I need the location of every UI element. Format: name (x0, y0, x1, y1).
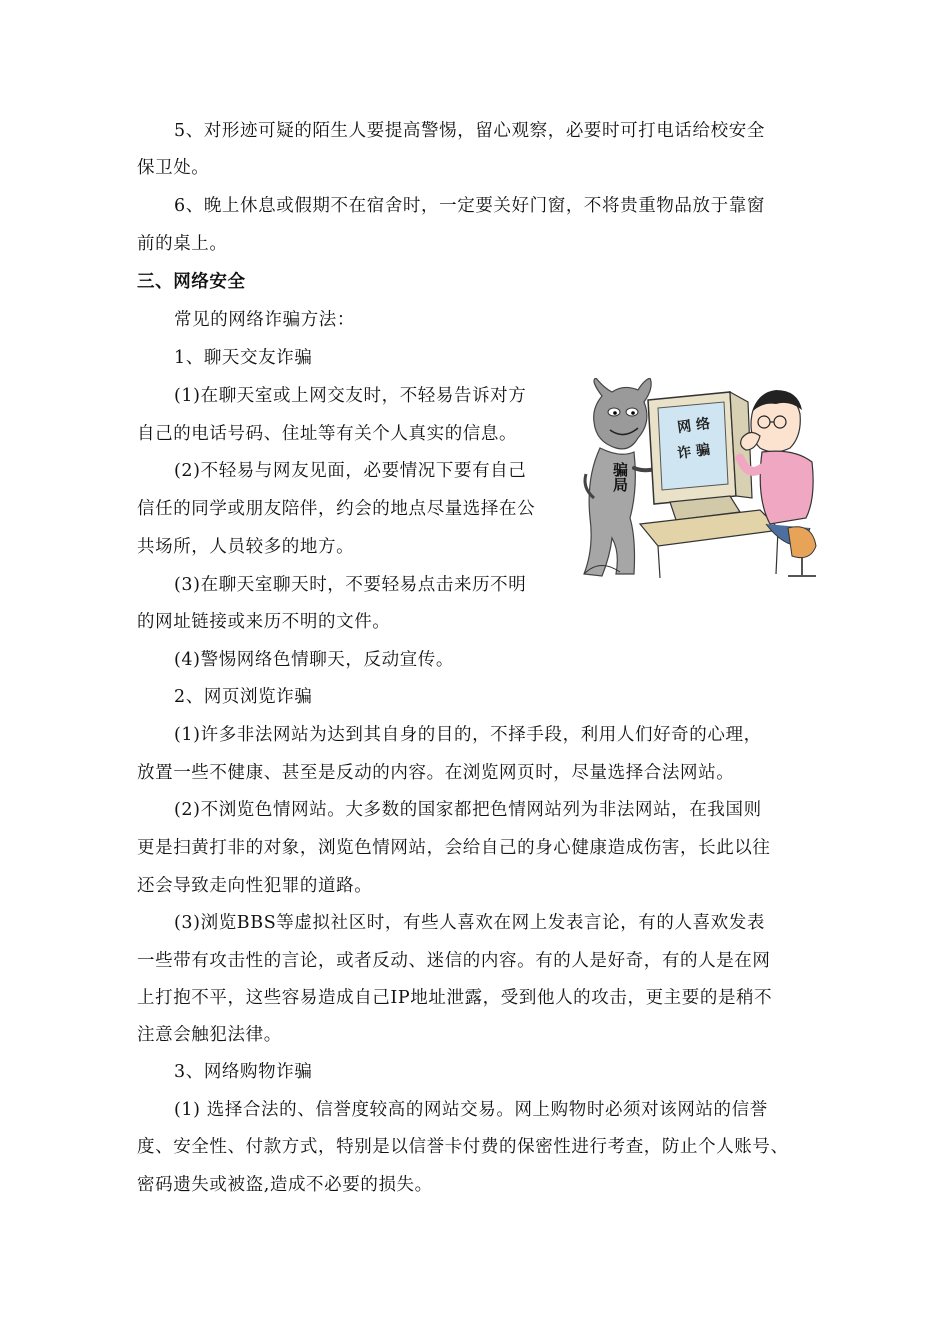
text-line: (1) 选择合法的、信誉度较高的网站交易。网上购物时必须对该网站的信誉 (174, 1100, 768, 1120)
text-line: (4)警惕网络色情聊天，反动宣传。 (174, 650, 454, 670)
text-line: 6、晚上休息或假期不在宿舍时，一定要关好门窗，不将贵重物品放于靠窗 (174, 196, 765, 216)
text-line: (1)许多非法网站为达到其自身的目的，不择手段，利用人们好奇的心理， (174, 725, 762, 745)
text-line: 3、网络购物诈骗 (174, 1062, 313, 1082)
text-line: 2、网页浏览诈骗 (174, 687, 313, 707)
text-line: 1、聊天交友诈骗 (174, 348, 313, 368)
illustration-caption: 骗局 (611, 462, 629, 492)
text-line: 5、对形迹可疑的陌生人要提高警惕，留心观察，必要时可打电话给校安全 (174, 121, 765, 141)
text-line: 自己的电话号码、住址等有关个人真实的信息。 (137, 424, 518, 444)
text-line: 注意会触犯法律。 (137, 1025, 282, 1045)
text-line: 还会导致走向性犯罪的道路。 (137, 876, 373, 896)
text-line: 上打抱不平，这些容易造成自己IP地址泄露，受到他人的攻击，更主要的是稍不 (137, 988, 773, 1008)
text-line: 常见的网络诈骗方法： (174, 310, 355, 330)
screen-text-network: 网 络 (676, 415, 712, 437)
text-line: 前的桌上。 (137, 234, 228, 254)
text-line: (3)浏览BBS等虚拟社区时，有些人喜欢在网上发表言论，有的人喜欢发表 (174, 913, 765, 933)
text-line: 保卫处。 (137, 158, 210, 178)
text-line: 密码遗失或被盗,造成不必要的损失。 (137, 1175, 433, 1195)
text-line: 放置一些不健康、甚至是反动的内容。在浏览网页时，尽量选择合法网站。 (137, 763, 735, 783)
text-line: (3)在聊天室聊天时，不要轻易点击来历不明 (174, 575, 527, 595)
text-line: 一些带有攻击性的言论，或者反动、迷信的内容。有的人是好奇，有的人是在网 (137, 951, 771, 971)
screen-text-fraud: 诈 骗 (676, 441, 712, 463)
text-line: (2)不浏览色情网站。大多数的国家都把色情网站列为非法网站，在我国则 (174, 800, 762, 820)
text-line: 信任的同学或朋友陪伴，约会的地点尽量选择在公 (137, 499, 536, 519)
section-heading: 三、网络安全 (137, 272, 246, 292)
text-line: (2)不轻易与网友见面，必要情况下要有自己 (174, 461, 527, 481)
fraud-cartoon-illustration (580, 378, 818, 582)
text-line: (1)在聊天室或上网交友时，不轻易告诉对方 (174, 386, 527, 406)
text-line: 共场所，人员较多的地方。 (137, 537, 355, 557)
text-line: 的网址链接或来历不明的文件。 (137, 612, 391, 632)
text-line: 度、安全性、付款方式，特别是以信誉卡付费的保密性进行考查，防止个人账号、 (137, 1137, 789, 1157)
text-line: 更是扫黄打非的对象，浏览色情网站，会给自己的身心健康造成伤害，长此以往 (137, 838, 771, 858)
